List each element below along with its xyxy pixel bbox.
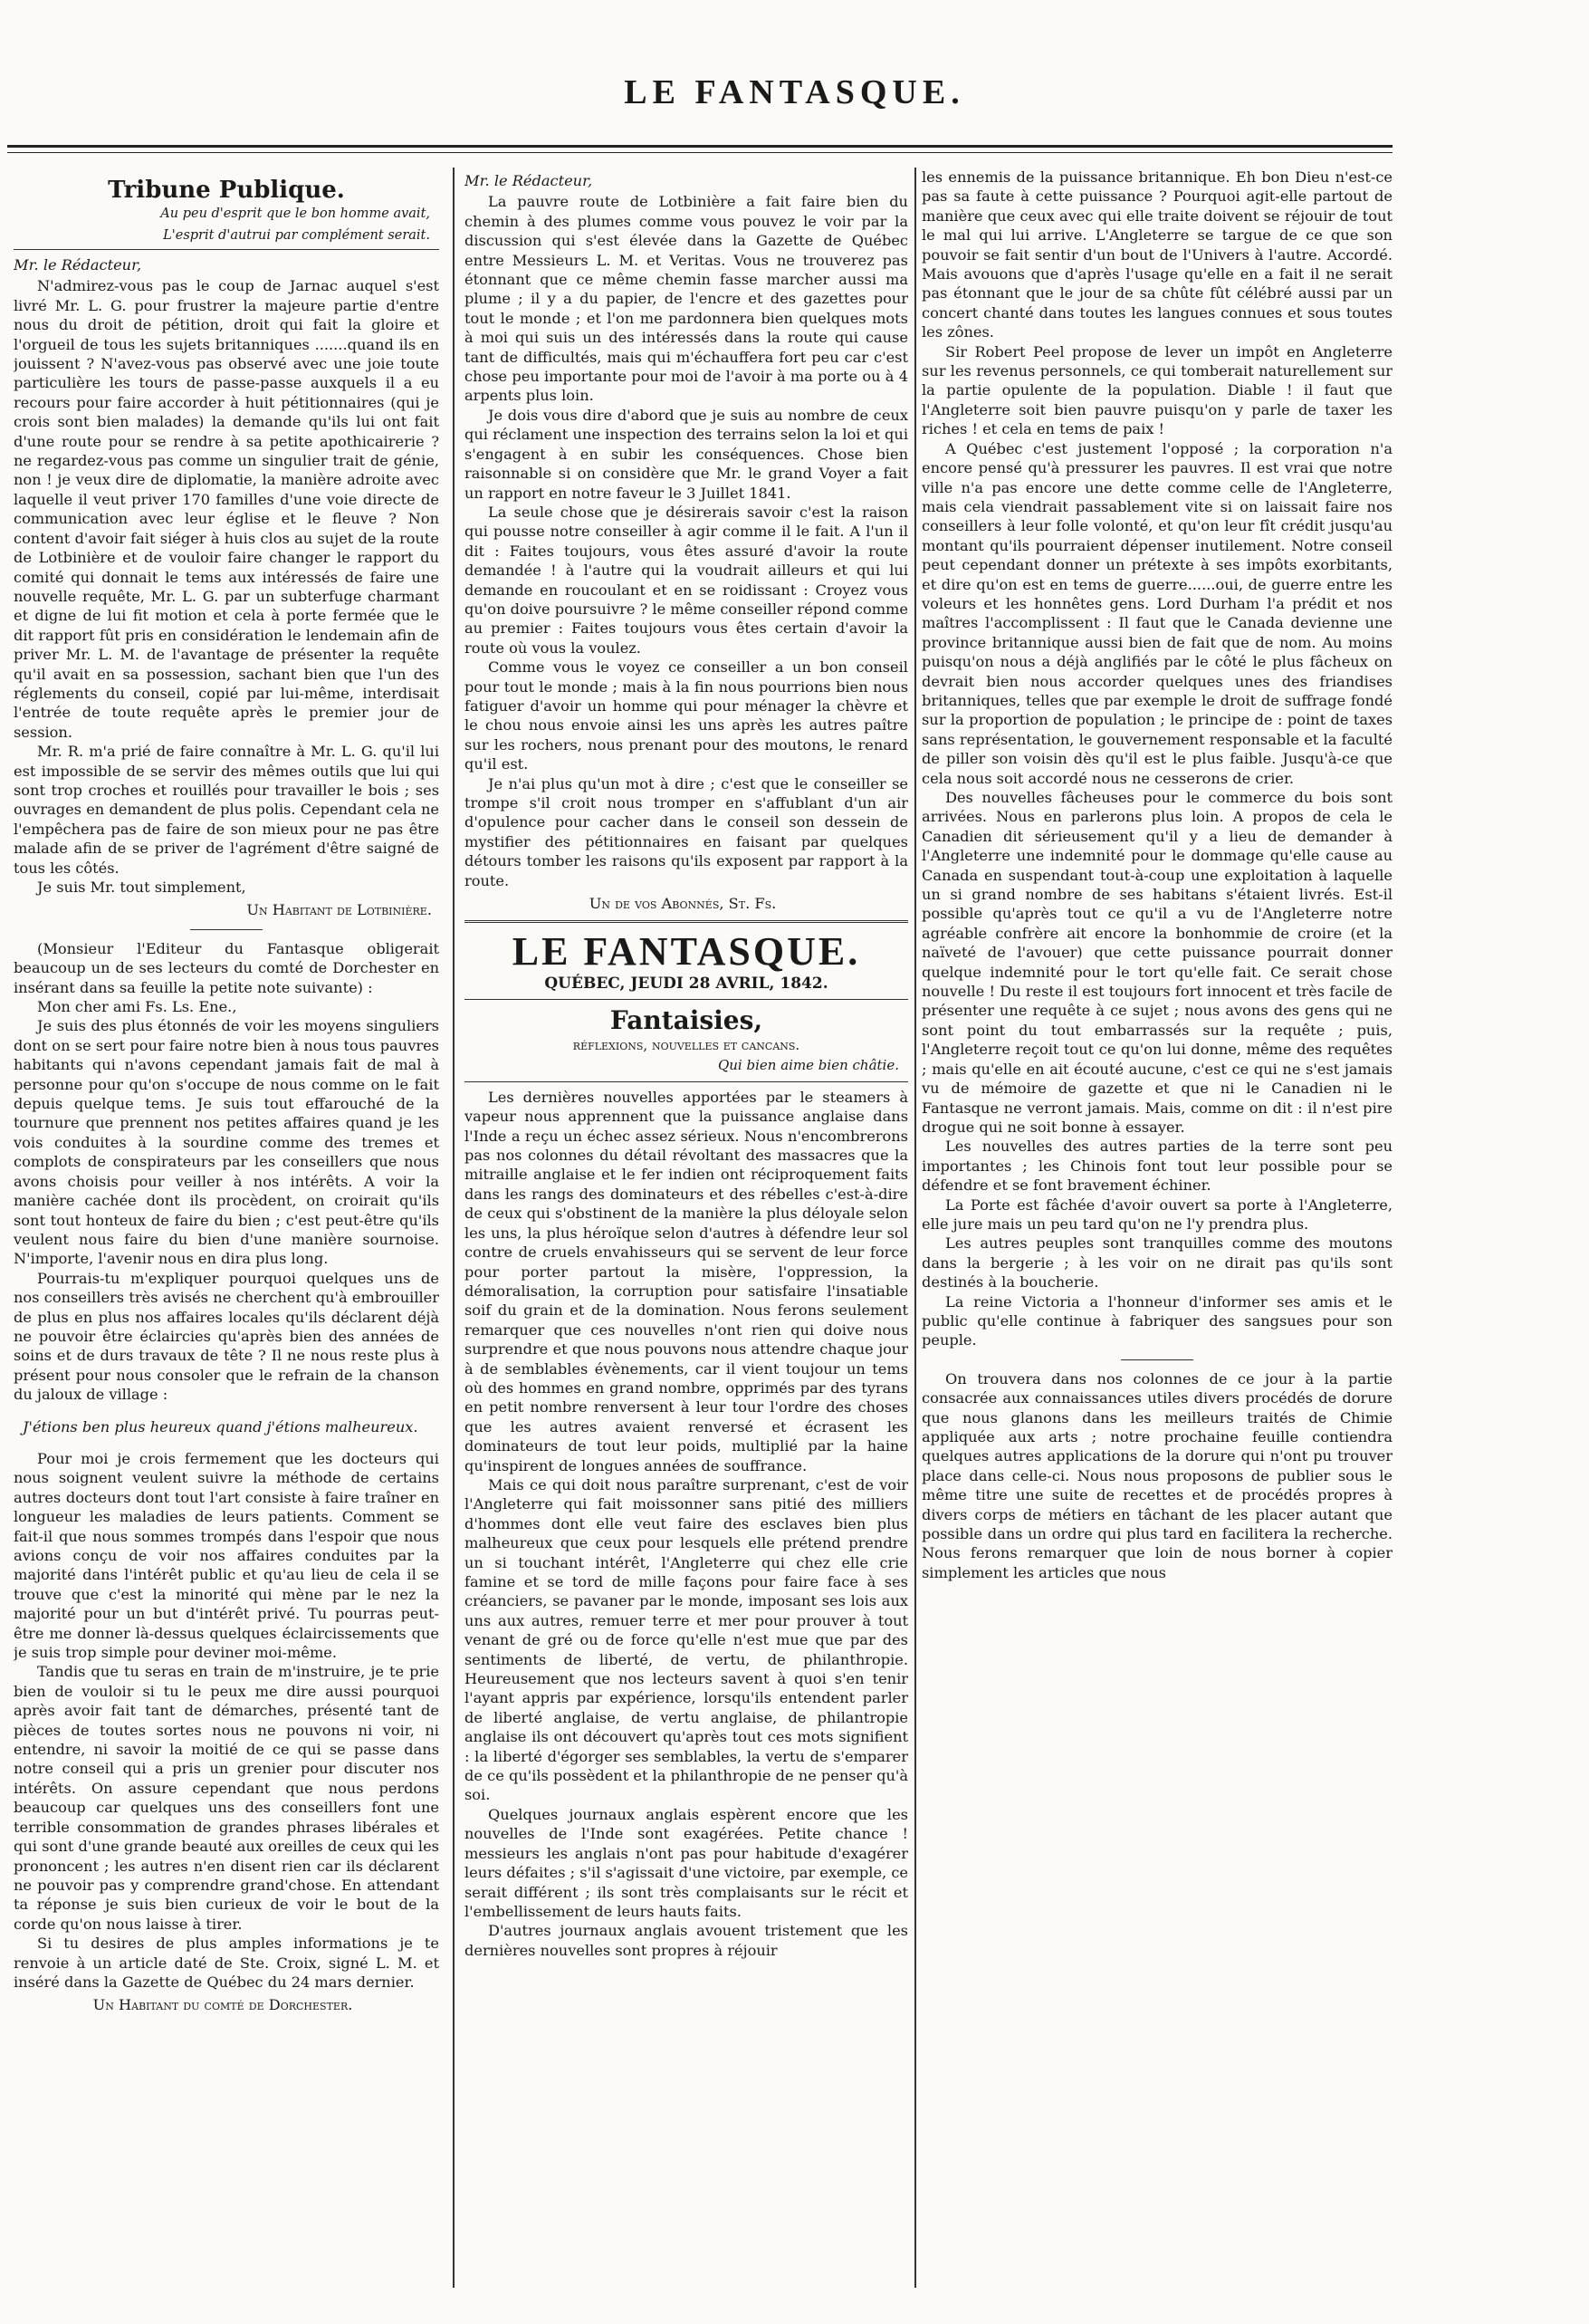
letter-signature: Un Habitant du comté de Dorchester. — [92, 1996, 353, 2014]
article-paragraph: Des nouvelles fâcheuses pour le commerce du bois sont arrivées. Nous en parlerons plus loin. A propos de cela le Canadien dit sérieusement qu'il y a lieu de demander à l'Angleterre une indemnité pour le dommage qu'elle cause au Canada en suspendant tout-à-coup une exploitation à laquelle un si grand nombre de ses habitans s'étaient livrés. Est-il possible qu'après tout ce qu'il a vu de l'Angleterre notre agréable confrère ait encore la bonhommie de croire (et la naïveté de l'avouer) que cette puissance pourrait donner quelque indemnité pour le tort qu'elle fait. Ce serait chose nouvelle ! Du reste il est toujours fort innocent et très facile de présenter une requête à ce sujet ; nous avons des gens qui ne sont point du tout embarrassés sur la requête ; puis, l'Angleterre reçoit tout ce qu'on lui donne, même des requêtes ; mais qu'elle en ait écouté aucune, c'est ce qui ne s'est jamais vu de mémoire de gazette et que ni le Canadien ni le Fantasque ne verront jamais. Mais, comme on dit : il n'est pire drogue qui ne soit bonne à essayer. — [922, 789, 1393, 1136]
article-paragraph: N'admirez-vous pas le coup de Jarnac auquel s'est livré Mr. L. G. pour frustrer la majeure partie d'entre nous du droit de pétition, droit qui fait la gloire et l'orgueil de tous les sujets britanniques .......quand ils en jouissent ? N'avez-vous pas observé avec une joie toute particulière les tours de passe-passe auxquels il a eu recours pour faire accorder à huit pétitionnaires (qui je crois sont bien malades) la demande qu'ils lui ont fait d'une route pour se rendre à sa petite apothicairerie ? ne regardez-vous pas comme un singulier trait de génie, non ! je veux dire de diplomatie, la manière adroite avec laquelle il veut priver 170 familles d'une voie directe de communication avec leur église et le fleuve ? Non content d'avoir fait siéger à huis clos au sujet de la route de Lotbinière et de vouloir faire changer le rapport du comité qui donnait le tems aux intéressés de faire une nouvelle requête, Mr. L. G. par un subterfuge charmant et digne de lui fit motion et cela à porte fermée que le dit rapport fût pris en considération le lendemain afin de priver Mr. L. M. de l'avantage de présenter la requête qu'il avait en sa possession, sachant bien que l'un des réglements du conseil, copié par lui-même, interdisait l'entrée de toute requête après le premier jour de session. — [14, 277, 439, 741]
header-rule-thin — [7, 152, 1393, 153]
article-paragraph: Les autres peuples sont tranquilles comme des moutons dans la bergerie ; à les voir on ne dirait pas qu'ils sont destinés à la boucherie. — [922, 1234, 1393, 1292]
masthead: LE FANTASQUE. — [512, 929, 861, 975]
column-3 — [922, 168, 1393, 2288]
section-motto: Qui bien aime bien châtie. — [717, 1057, 899, 1074]
article-paragraph: On trouvera dans nos colonnes de ce jour à la partie consacrée aux connaissances utiles divers procédés de dorure que nous glanons dans les meilleurs traités de Chimie appliquée aux arts ; notre prochaine feuille contiendra quelques autres applications de la dorure qui n'ont pu trouver place dans celle-ci. Nous nous proposons de publier sous le même titre une suite de recettes et de procédés propres à divers corps de métiers en tâchant de les placer autant que possible dans un ordre qui plus tard en facilitera la recherche. Nous ferons remarquer que loin de nous borner à copier simplement les articles que nous — [922, 1369, 1393, 1581]
article-paragraph: A Québec c'est justement l'opposé ; la corporation n'a encore pensé qu'à pressurer les pauvres. Il est vrai que notre ville n'a pas encore une dette comme celle de l'Angleterre, mais cela viendrait passablement vite si on laissait faire nos conseillers à leur folle volonté, et qu'on leur fît crédit jusqu'au montant qu'ils pourraient dépenser inutilement. Notre conseil peut cependant donner un prétexte à ses impôts exorbitants, et dire qu'on est en tems de guerre......oui, de guerre entre les voleurs et les honnêtes gens. Lord Durham l'a prédit et nos maîtres l'accomplissent : Il faut que le Canada devienne une province britannique aussi bien de fait que de nom. Au moins puisqu'on nous a déjà anglifiés par le côté le plus fâcheux on devrait bien nous accorder quelques unes des friandises britanniques, telles que par exemple le droit de suffrage fondé sur la proportion de population ; le principe de : point de taxes sans représentation, le gouvernement responsable et la faculté de piller son voisin dès qu'il est le plus faible. Jusqu'à-ce que cela nous soit accordé nous ne cesserons de crier. — [922, 439, 1393, 787]
divider — [464, 920, 908, 923]
letter-closing: Je suis Mr. tout simplement, — [37, 879, 246, 896]
article-paragraph: La reine Victoria a l'honneur d'informer ses amis et le public qu'elle continue à fabriquer des sangsues pour son peuple. — [922, 1292, 1393, 1349]
article-paragraph: Je dois vous dire d'abord que je suis au nombre de ceux qui réclament une inspection des terrains selon la loi et qui s'engagent à en subir les conséquences. Chose bien raisonnable si on considère que Mr. le grand Voyer a fait un rapport en notre faveur le 3 Juillet 1841. — [464, 406, 908, 502]
divider — [190, 929, 263, 930]
section-subtitle: réflexions, nouvelles et cancans. — [572, 1037, 800, 1054]
column-2 — [464, 168, 908, 2288]
article-paragraph: Tandis que tu seras en train de m'instruire, je te prie bien de vouloir si tu le peux me dire aussi pourquoi après avoir fait tant de démarches, présenté tant de pièces de toutes sortes nous ne pouvons ni voir, ni entendre, ni savoir la moitié de ce qui se passe dans notre conseil qui a pris un grenier pour discuter nos intérêts. On assure cependant que nous perdons beaucoup car quelques uns des conseillers font une terrible consommation de grandes phrases libérales et qui sont d'une grande beauté aux oreilles de ceux qui les prononcent ; les autres n'en disent rien car ils déclarent ne pouvoir pas y comprendre grand'chose. En attendant ta réponse je suis bien curieux de voir le bout de la corde qu'on nous laisse à tirer. — [14, 1663, 439, 1933]
section-title-tribune: Tribune Publique. — [108, 177, 345, 204]
article-paragraph: les ennemis de la puissance britannique. Eh bon Dieu n'est-ce pas sa faute à cette puissance ? Pourquoi agit-elle partout de manière que ceux avec qui elle traite doivent se réjouir de tout le mal qui lui arrive. L'Angleterre se targue de ce que son pouvoir se fait sentir d'un bout de l'Univers à l'autre. Accordé. Mais avouons que d'après l'usage qu'elle en a fait il ne serait pas étonnant que le jour de sa chûte fût célébré aussi par un concert chanté dans toutes les langues connues et sous toutes les zônes. — [922, 168, 1393, 341]
epigraph-line-1: Au peu d'esprit que le bon homme avait, — [160, 206, 430, 221]
article-paragraph: Je n'ai plus qu'un mot à dire ; c'est que le conseiller se trompe s'il croit nous tromper en s'affublant d'un air d'opulence pour cacher dans le conseil son dessein de mystifier des pétitionnaires en faisant par quelques détours tomber les raisons qu'ils exposent par rapport à la route. — [464, 774, 908, 889]
page-header-title: LE FANTASQUE. — [624, 73, 965, 111]
article-paragraph: Les dernières nouvelles apportées par le steamers à vapeur nous apprennent que la puissance anglaise dans l'Inde a reçu un échec assez sérieux. Nous n'encombrerons pas nos colonnes du détail révoltant des massacres que la mitraille anglaise et le fer indien ont réciproquement faits dans les rangs des dominateurs et des rébelles c'est-à-dire de ceux qui s'obstinent de la manière la plus déloyale selon les uns, la plus héroïque selon d'autres à défendre leur sol contre de cruels envahisseurs qui se servent de leur force pour porter partout la misère, l'oppression, la démoralisation, la corruption pour satisfaire l'insatiable soif du grain et de la domination. Nous ferons seulement remarquer que ces nouvelles n'ont rien qui doive nous surprendre et que nous pouvons nous attendre chaque jour à de semblables évènements, car il vient toujour un tems où des hommes en grand nombre, opprimés par des tyrans en petit nombre renversent à leur tour l'ordre des choses que les autres avaient renversé et écrasent les dominateurs de tout leur poids, multiplié par la haine qu'inspirent de longues années de souffrance. — [464, 1088, 908, 1474]
article-paragraph: D'autres journaux anglais avouent tristement que les dernières nouvelles sont propres à réjouir — [464, 1922, 908, 1959]
article-paragraph: Pour moi je crois fermement que les docteurs qui nous soignent veulent suivre la méthode de certains autres docteurs dont tout l'art consiste à faire traîner en longueur les maladies de leurs patients. Comment se fait-il que nous sommes trompés dans l'espoir que nous avions conçu de voir nos affaires conduites par la majorité dans l'intérêt public et qu'au lieu de cela il se trouve que c'est la minorité qui mène par le nez la majorité pour un but d'intérêt privé. Tu pourras peut-être me donner là-dessus quelques éclaircissements que je suis trop simple pour deviner moi-même. — [14, 1449, 439, 1662]
article-paragraph: Les nouvelles des autres parties de la terre sont peu importantes ; les Chinois font tout leur possible pour se défendre et se font bravement échiner. — [922, 1138, 1393, 1195]
article-paragraph: Mr. R. m'a prié de faire connaître à Mr. L. G. qu'il lui est impossible de se servir des mêmes outils que lui qui sont trop croches et rouillés pour travailler le bois ; ses ouvrages en demandent de plus polis. Cependant cela ne l'empêchera pas de faire de son mieux pour ne pas être malade afin de se priver de l'agrément d'être saigné de tous les côtés. — [14, 743, 439, 877]
column-1 — [14, 168, 439, 2288]
section-title-fantaisies: Fantaisies, — [609, 1005, 763, 1036]
song-quote: J'étions ben plus heureux quand j'étions malheureux. — [23, 1417, 418, 1436]
dateline: QUÉBEC, JEUDI 28 AVRIL, 1842. — [544, 975, 828, 994]
divider — [464, 1081, 908, 1082]
letter-signature: Un Habitant de Lotbinière. — [246, 901, 432, 919]
article-paragraph: Si tu desires de plus amples informations je te renvoie à un article daté de Ste. Croix, signé L. M. et inséré dans la Gazette de Québec du 24 mars dernier. — [14, 1935, 439, 1991]
article-paragraph: Comme vous le voyez ce conseiller a un bon conseil pour tout le monde ; mais à la fin nous pourrions bien nous fatiguer d'avoir un homme qui pour ménager la chèvre et le chou nous envoie ainsi les uns après les autres paître sur les rochers, nous prenant pour des moutons, le renard qu'il est. — [464, 658, 908, 773]
article-paragraph: Sir Robert Peel propose de lever un impôt en Angleterre sur les revenus personnels, ce qui tomberait naturellement sur la partie opulente de la population. Diable ! il faut que l'Angleterre soit bien pauvre puisqu'on y parle de taxer les riches ! et cela en tems de paix ! — [922, 342, 1393, 438]
divider — [1121, 1359, 1193, 1360]
epigraph-line-2: L'esprit d'autrui par complément serait. — [163, 228, 430, 243]
article-paragraph: Pourrais-tu m'expliquer pourquoi quelques uns de nos conseillers très avisés ne cherchent qu'à embrouiller de plus en plus nos affaires locales qu'ils déclarent déjà ne pouvoir être éclaircies qu'après bien des années de soins et de durs travaux de tête ? Il ne nous reste plus à présent pour nous consoler que le refrain de la chanson du jaloux de village : — [14, 1269, 439, 1404]
article-paragraph: Je suis des plus étonnés de voir les moyens singuliers dont on se sert pour faire notre bien à nous tous pauvres habitants qui n'avons cependant jamais fait de mal à personne pour qu'on s'occupe de nous comme on le fait depuis quelque tems. Je suis tout effarouché de la tournure que prennent nos petites affaires quand je les vois conduites à la sourdine comme des tremes et complots de conspirateurs par les conseillers que nous avons choisis pour veiller à nos intérêts. A voir la manière cachée dont ils procèdent, on croirait qu'ils sont tout honteux de faire du bien ; c'est peut-être qu'ils veulent nous faire du bien d'une manière sournoise. N'importe, l'avenir nous en dira plus long. — [14, 1017, 439, 1268]
article-paragraph: Quelques journaux anglais espèrent encore que les nouvelles de l'Inde sont exagérées. Petite chance ! messieurs les anglais n'ont pas pour habitude d'exagérer leurs défaites ; s'il s'agissait d'une victoire, par exemple, ce serait différent ; ils sont très complaisants sur le récit et l'embellissement de leurs hauts faits. — [464, 1805, 908, 1920]
letter-salutation: Mr. le Rédacteur, — [464, 172, 593, 189]
header-rule — [7, 145, 1393, 148]
article-paragraph: Mais ce qui doit nous paraître surprenant, c'est de voir l'Angleterre qui fait moissonner sans pitié des milliers d'hommes dont elle veut faire des esclaves bien plus malheureux que ceux pour lesquels elle prétend prendre un si touchant intérêt, l'Angleterre qui chez elle crie famine et se tord de mille façons pour faire face à ses créanciers, se pavaner par le monde, imposant ses lois aux uns aux autres, remuer terre et mer pour prouver à tout venant de gré ou de force qu'elle n'est mue que par des sentiments de liberté, de vertu, de philanthropie. Heureusement que nos lecteurs savent à quoi s'en tenir l'ayant appris par expérience, lorsqu'ils entendent parler de liberté anglaise, de vertu anglaise, de philantropie anglaise ils ont découvert qu'après tout ces mots signifient : la liberté d'égorger ses semblables, la vertu de s'emparer de ce qu'ils possèdent et la philanthropie de ne penser qu'à soi. — [464, 1475, 908, 1804]
letter-signature: Un de vos Abonnés, St. Fs. — [589, 895, 777, 913]
column-divider-2 — [914, 168, 916, 2288]
column-divider-1 — [453, 168, 455, 2288]
article-paragraph: (Monsieur l'Editeur du Fantasque obligerait beaucoup un de ses lecteurs du comté de Dorchester en insérant dans sa feuille la petite note suivante) : — [14, 939, 439, 996]
divider — [14, 249, 439, 250]
article-paragraph: La pauvre route de Lotbinière a fait faire bien du chemin à des plumes comme vous pouvez le voir par la discussion qui s'est élevée dans la Gazette de Québec entre Messieurs L. M. et Veritas. Vous ne trouverez pas étonnant que ce même chemin fasse marcher aussi ma plume ; il y a du papier, de l'encre et des gazettes pour tout le monde ; et l'on me pardonnera bien quelques mots à moi qui suis un des intéressés dans la route qui cause tant de difficultés, mais qui m'échauffera fort peu car c'est chose peu importante pour moi de l'avoir à ma porte ou à 4 arpents plus loin. — [464, 193, 908, 405]
article-paragraph: La Porte est fâchée d'avoir ouvert sa porte à l'Angleterre, elle jure mais un peu tard qu'on ne l'y prendra plus. — [922, 1196, 1393, 1233]
article-paragraph: La seule chose que je désirerais savoir c'est la raison qui pousse notre conseiller à agir comme il le fait. A l'un il dit : Faites toujours, vous êtes assuré d'avoir la route demandée ! à l'autre qui la voudrait ailleurs et qui lui demande en roucoulant et en se roidissant : Croyez vous qu'on doive poursuivre ? le même conseiller répond comme au premier : Faites toujours vous êtes certain d'avoir la route où vous la voulez. — [464, 503, 908, 657]
letter-salutation: Mr. le Rédacteur, — [14, 256, 142, 274]
letter-salutation: Mon cher ami Fs. Ls. Ene., — [37, 998, 237, 1016]
divider — [464, 999, 908, 1000]
